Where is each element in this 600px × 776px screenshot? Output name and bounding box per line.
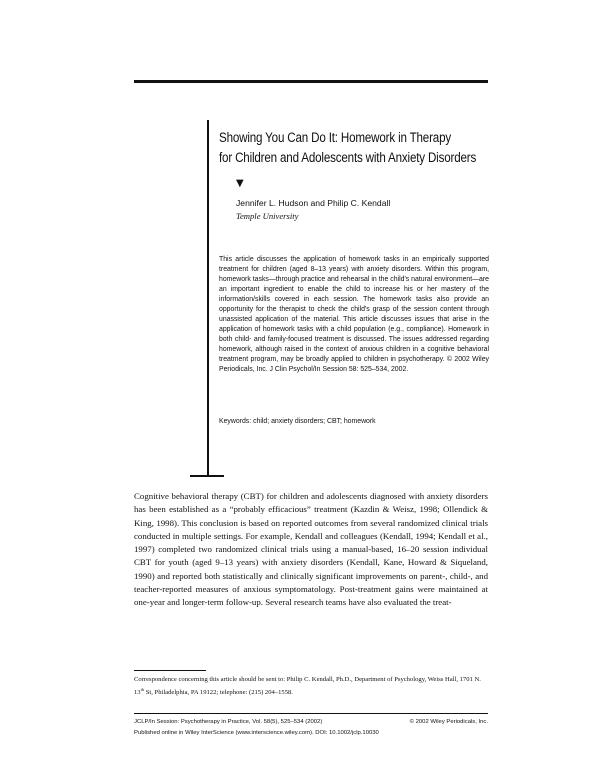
copyright: © 2002 Wiley Periodicals, Inc. [409,719,488,725]
article-title [219,128,477,168]
footnote-superscript: th [140,687,145,692]
abstract: This article discusses the application of homework tasks in an empirically supported treatment for children (aged 8–13 years) with anxiety disorders. Within this program, homework tasks—through practice and rehearsal in the child's natural environment—are an important ingredient to enable the child to increase his or her mastery of the information/skills covered in each session. The homework tasks also provide an opportunity for the therapist to check the child's grasp of the session content through unassisted application of the material. This article discusses issues that arise in the application of homework tasks with a child population (e.g., compliance). Homework in both child- and family-focused treatment is discussed. The issues addressed regarding homework, although raised in the context of anxious children in a cognitive behavioral treatment program, may be broadly applied to children in psychotherapy. © 2002 Wiley Periodicals, Inc. J Clin Psychol/In Session 58: 525–534, 2002. [219,256,489,373]
footnote-text-start: Correspondence concerning this article should be sent to: Philip C. Kendall, Ph.D., Department of Psychology, Weiss Hall, 1701 N. 13 [134,676,481,697]
keywords: Keywords: child; anxiety disorders; CBT; homework [219,418,376,425]
title-line-1: Showing You Can Do It: Homework in Therapy [219,130,451,145]
footer-line-1 [134,718,488,726]
triangle-down-icon: ▼ [236,178,244,189]
authors: Jennifer L. Hudson and Philip C. Kendall [236,198,391,208]
online-publication: Published online in Wiley InterScience (www.interscience.wiley.com). DOI: 10.1002/jclp.10030 [134,730,379,736]
affiliation: Temple University [236,211,299,221]
title-line-2: for Children and Adolescents with Anxiety Disorders [219,150,477,165]
footer-rule [134,713,488,714]
vertical-rule-foot [190,475,224,477]
footnote-rule [134,670,206,671]
top-rule [134,80,488,83]
body-paragraph: Cognitive behavioral therapy (CBT) for children and adolescents diagnosed with anxiety disorders has been established as a “probably efficacious” treatment (Kazdin & Weisz, 1998; Ollendick & King, 1998). This conclusion is based on reported outcomes from several randomized clinical trials conducted in multiple settings. For example, Kendall and colleagues (Kendall, 1994; Kendall et al., 1997) completed two randomized clinical trials using a manual-based, 16–20 session individual CBT for youth (aged 9–13 years) with anxiety disorders (Kendall, Kane, Howard & Siqueland, 1990) and reported both statistically and clinically significant improvements on parent-, child-, and teacher-reported measures of anxious symptomatology. Post-treatment gains were maintained at one-year and longer-term follow-up. Several research teams have also evaluated the treat- [134,491,488,608]
footnote-text-end: St, Philadelphia, PA 19122; telephone: (215) 204–1558. [144,689,293,697]
correspondence-footnote [134,675,488,698]
title-vertical-rule [207,120,209,476]
journal-citation: JCLP/In Session: Psychotherapy in Practice, Vol. 58(5), 525–534 (2002) [134,719,323,725]
footer-line-2 [134,729,488,737]
